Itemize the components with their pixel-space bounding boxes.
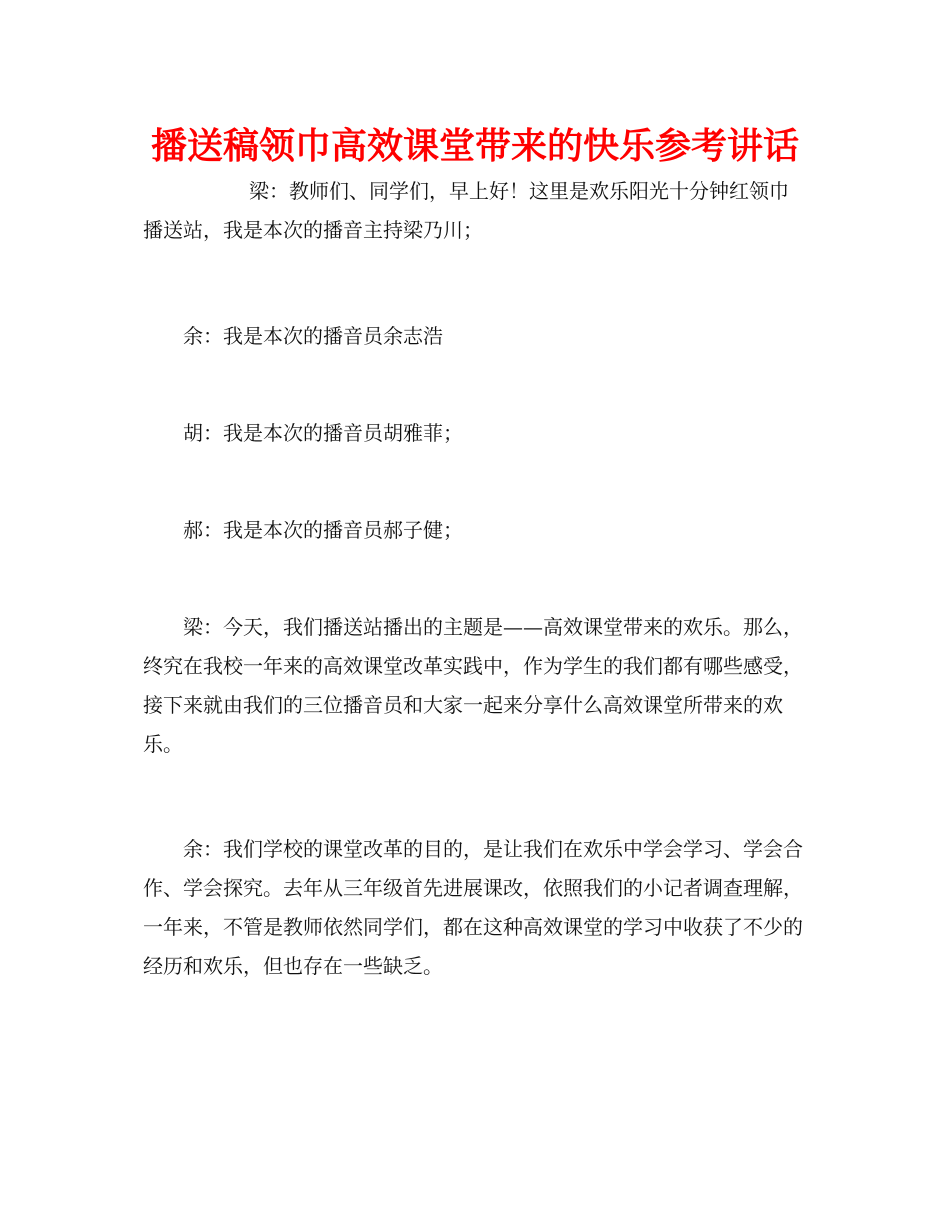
paragraph-yu-intro: 余：我是本次的播音员余志浩 xyxy=(183,324,443,348)
paragraph-hu-intro: 胡：我是本次的播音员胡雅菲； xyxy=(183,421,463,445)
paragraph-hao-intro: 郝：我是本次的播音员郝子健； xyxy=(183,518,463,542)
paragraph-yu-reform: 余：我们学校的课堂改革的目的，是让我们在欢乐中学会学习、学会合作、学会探究。去年从三年级首先进展课改，依照我们的小记者调查理解，一年来，不管是教师依然同学们，都在这种高效课堂的学习中收获了不少的经历和欢乐，但也存在一些缺乏。 xyxy=(143,837,803,978)
document-title: 播送稿领巾高效课堂带来的快乐参考讲话 xyxy=(150,125,799,167)
paragraph-intro-liang: 梁：教师们、同学们，早上好！这里是欢乐阳光十分钟红领巾播送站，我是本次的播音主持梁乃川； xyxy=(143,179,789,242)
paragraph-liang-theme: 梁：今天，我们播送站播出的主题是——高效课堂带来的欢乐。那么，终究在我校一年来的高效课堂改革实践中，作为学生的我们都有哪些感受，接下来就由我们的三位播音员和大家一起来分享什么高效课堂所带来的欢乐。 xyxy=(143,615,803,756)
